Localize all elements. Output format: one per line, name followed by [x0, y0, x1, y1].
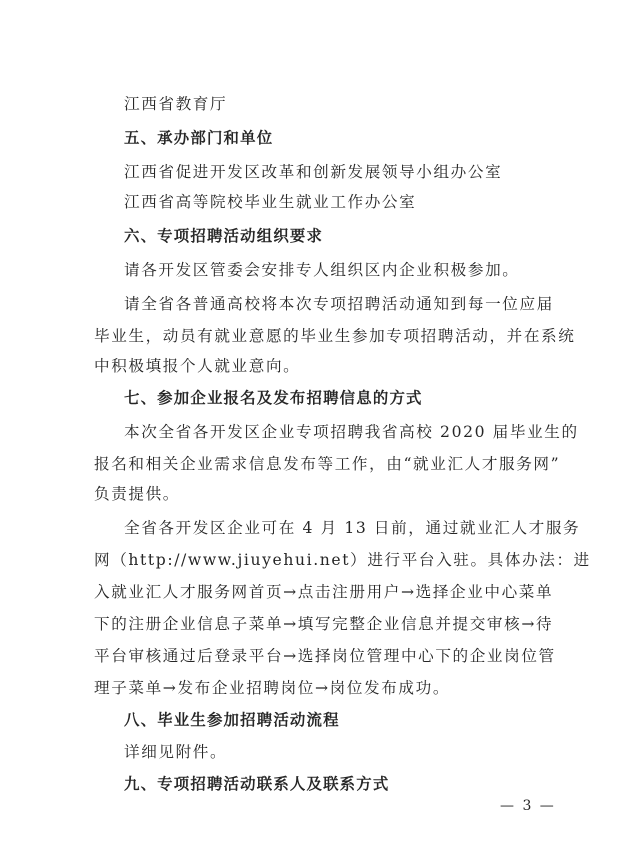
section-5-heading: 五、承办部门和单位: [124, 129, 274, 147]
paragraph-line: 报名和相关企业需求信息发布等工作，由“就业汇人才服务网”: [94, 455, 561, 473]
section-8-heading: 八、毕业生参加招聘活动流程: [124, 711, 340, 729]
paragraph-line: 毕业生，动员有就业意愿的毕业生参加专项招聘活动，并在系统: [94, 327, 576, 345]
paragraph-line: 中积极填报个人就业意向。: [94, 357, 301, 375]
org-name-education-dept: 江西省教育厅: [124, 95, 228, 113]
paragraph-line: 详细见附件。: [124, 743, 228, 761]
paragraph-line: 请全省各普通高校将本次专项招聘活动通知到每一位应届: [124, 295, 554, 313]
section-9-heading: 九、专项招聘活动联系人及联系方式: [124, 775, 390, 793]
section-6-heading: 六、专项招聘活动组织要求: [124, 227, 324, 245]
paragraph-line: 负责提供。: [94, 485, 180, 503]
org-name-dev-zone-office: 江西省促进开发区改革和创新发展领导小组办公室: [124, 163, 503, 181]
section-7-heading: 七、参加企业报名及发布招聘信息的方式: [124, 389, 423, 407]
paragraph-line: 理子菜单→发布企业招聘岗位→岗位发布成功。: [94, 679, 451, 697]
org-name-graduate-employment-office: 江西省高等院校毕业生就业工作办公室: [124, 193, 417, 211]
paragraph-line: 平台审核通过后登录平台→选择岗位管理中心下的企业岗位管: [94, 647, 556, 665]
paragraph-line: 请各开发区管委会安排专人组织区内企业积极参加。: [124, 261, 520, 279]
page-number: — 3 —: [500, 798, 556, 814]
paragraph-line: 本次全省各开发区企业专项招聘我省高校 2020 届毕业生的: [124, 423, 579, 441]
paragraph-line: 全省各开发区企业可在 4 月 13 日前，通过就业汇人才服务: [124, 519, 581, 537]
paragraph-line: 入就业汇人才服务网首页→点击注册用户→选择企业中心菜单: [94, 583, 554, 601]
paragraph-line: 下的注册企业信息子菜单→填写完整企业信息并提交审核→待: [94, 615, 554, 633]
paragraph-line: 网（http://www.jiuyehui.net）进行平台入驻。具体办法：进: [94, 551, 591, 569]
